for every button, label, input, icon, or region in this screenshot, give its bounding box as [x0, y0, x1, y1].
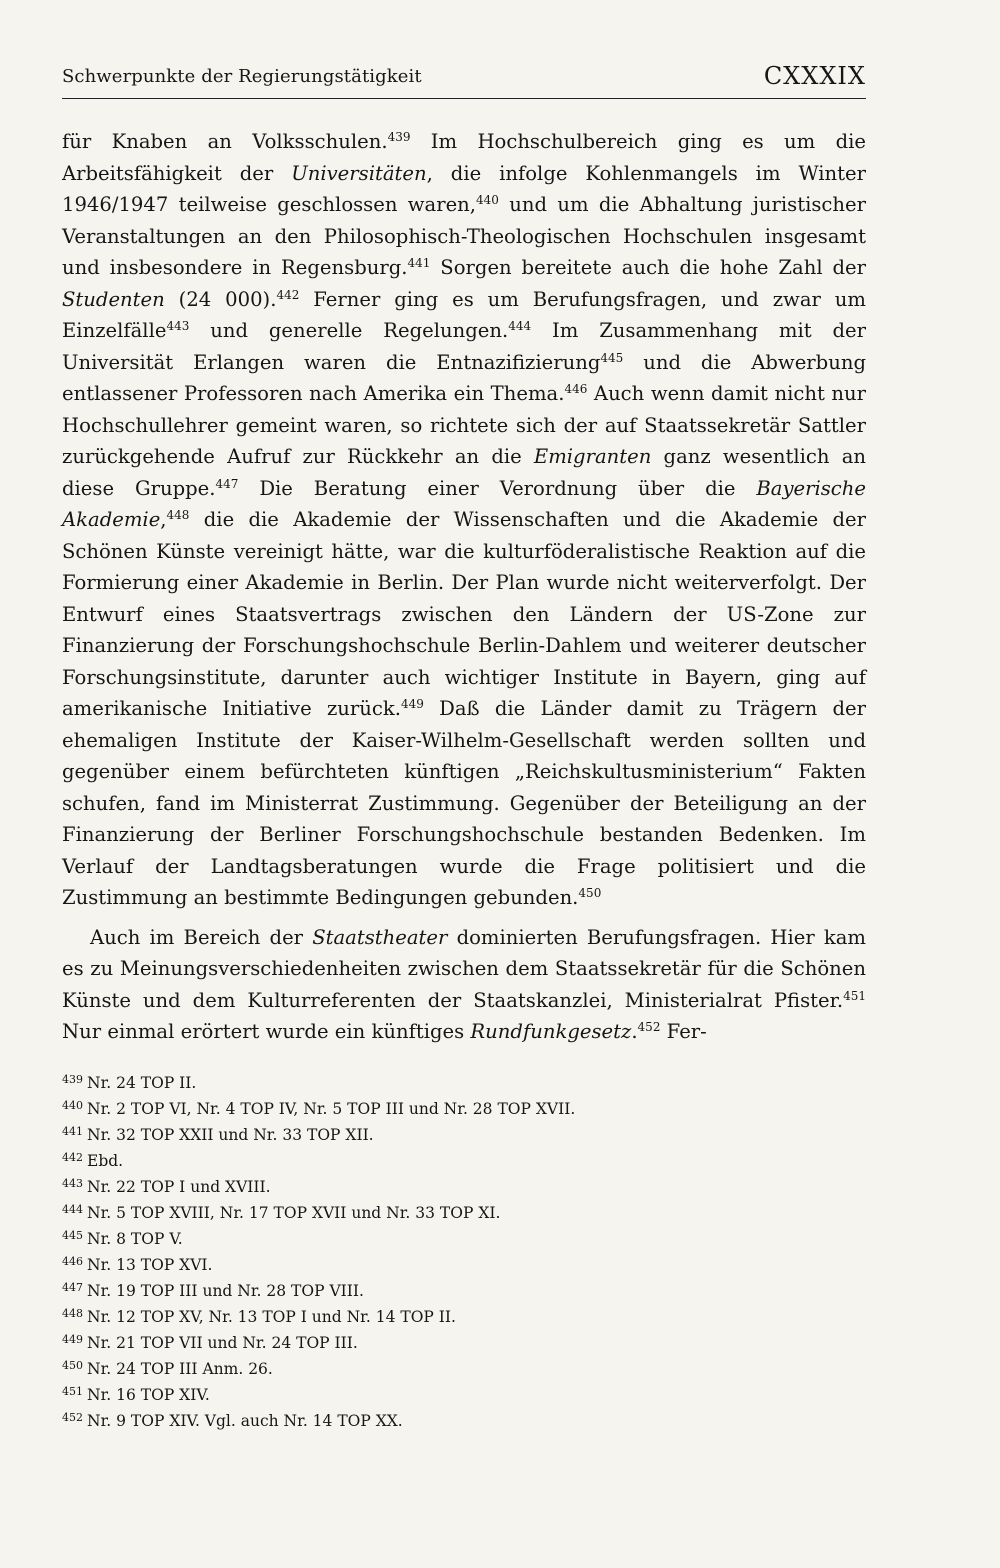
- footnote-item: [62, 1304, 866, 1330]
- paragraph-2: [62, 922, 866, 1048]
- text-run: Ferner ging es um Berufungsfragen, und zwar um Einzelfälle: [62, 287, 866, 342]
- footnote-ref: 452: [637, 1020, 661, 1034]
- footnote-text: Nr. 13 TOP XVI.: [87, 1256, 213, 1274]
- footnote-number: 449: [62, 1333, 83, 1346]
- footnote-ref: 451: [843, 988, 866, 1003]
- footnote-item: [62, 1122, 866, 1148]
- footnote-ref: 439: [387, 130, 411, 144]
- footnote-ref: 444: [508, 319, 532, 333]
- footnote-number: 447: [62, 1281, 83, 1294]
- footnote-item: [62, 1200, 866, 1226]
- footnote-number: 439: [62, 1073, 83, 1086]
- text-run: Im Hochschulbereich ging es um die Arbeitsfähigkeit der: [62, 130, 866, 185]
- italic-term: Rundfunkgesetz: [470, 1020, 632, 1043]
- footnote-text: Nr. 24 TOP II.: [87, 1074, 197, 1092]
- text-run: .: [631, 1020, 638, 1043]
- text-run: für Knaben an Volksschulen.: [62, 130, 388, 153]
- paragraph-1: [62, 126, 866, 914]
- text-run: ganz wesentlich an diese Gruppe.: [62, 445, 866, 500]
- text-run: Im Zusammenhang mit der Universität Erlangen waren die Entnazifizierung: [62, 319, 866, 374]
- footnote-text: Nr. 19 TOP III und Nr. 28 TOP VIII.: [87, 1282, 364, 1300]
- footnote-ref: 445: [600, 350, 624, 365]
- italic-term: Universitäten: [291, 161, 427, 185]
- footnote-item: [62, 1096, 866, 1122]
- text-run: Nur einmal erörtert wurde ein künftiges: [62, 1020, 471, 1043]
- text-run: die die Akademie der Wissenschaften und die Akademie der Schönen Künste vereinigt hätte, war die kulturföderalistische Reaktion auf die Formierung einer Akademie in Berlin. Der Plan wurde nicht weiterverfolgt. Der Entwurf eines Staatsvertrags zwischen den Ländern der US-Zone zur Finanzierung der Forschungshochschule Berlin-Dahlem und weiterer deutscher Forschungsinstitute, darunter auch wichtiger Institute in Bayern, ging auf amerikanische Initiative zurück.: [62, 508, 866, 720]
- footnote-item: [62, 1382, 866, 1408]
- footnote-item: [62, 1330, 866, 1356]
- footnote-text: Ebd.: [87, 1152, 124, 1170]
- footnote-item: [62, 1408, 866, 1434]
- text-run: Fer-: [660, 1020, 707, 1043]
- italic-term: Staatstheater: [312, 925, 448, 949]
- text-run: und um die Abhaltung juristischer Veranstaltungen an den Philosophisch-Theologischen Hochschulen insgesamt und insbesondere in Regensburg.: [62, 193, 866, 279]
- footnote-number: 445: [62, 1229, 83, 1242]
- footnote-ref: 450: [578, 886, 602, 900]
- text-run: Auch wenn damit nicht nur Hochschullehrer gemeint waren, so richtete sich der auf Staatssekretär Sattler zurückgehende Aufruf zur Rückkehr an die: [62, 382, 867, 468]
- footnote-ref: 447: [215, 476, 239, 491]
- italic-term: Studenten: [62, 287, 165, 311]
- footnote-number: 442: [62, 1151, 83, 1164]
- footnote-number: 444: [62, 1203, 83, 1216]
- text-run: Sorgen bereitete auch die hohe Zahl der: [430, 256, 866, 279]
- footnote-item: [62, 1252, 866, 1278]
- footnote-item: [62, 1226, 866, 1252]
- footnote-text: Nr. 8 TOP V.: [87, 1230, 183, 1248]
- page-header: [62, 60, 866, 99]
- footnote-number: 446: [62, 1255, 83, 1268]
- footnote-text: Nr. 21 TOP VII und Nr. 24 TOP III.: [87, 1334, 358, 1352]
- footnote-item: [62, 1070, 866, 1096]
- text-run: und die Abwerbung entlassener Professoren nach Amerika ein Thema.: [62, 350, 866, 405]
- book-page: [62, 0, 866, 1568]
- footnote-item: [62, 1356, 866, 1382]
- footnote-item: [62, 1278, 866, 1304]
- footnote-text: Nr. 5 TOP XVIII, Nr. 17 TOP XVII und Nr. 33 TOP XI.: [87, 1204, 501, 1222]
- footnote-number: 443: [62, 1177, 83, 1190]
- text-run: , die infolge Kohlenmangels im Winter 1946/1947 teilweise geschlossen waren,: [62, 161, 866, 216]
- footnotes: [62, 1070, 866, 1434]
- footnote-number: 440: [62, 1099, 83, 1112]
- footnote-number: 452: [62, 1411, 83, 1424]
- footnote-text: Nr. 9 TOP XIV. Vgl. auch Nr. 14 TOP XX.: [87, 1412, 403, 1430]
- footnote-ref: 440: [476, 193, 499, 207]
- footnote-ref: 442: [276, 287, 300, 302]
- footnote-ref: 443: [166, 319, 190, 333]
- page-number: CXXXIX: [763, 62, 866, 90]
- footnote-number: 450: [62, 1359, 83, 1372]
- footnote-text: Nr. 16 TOP XIV.: [87, 1386, 210, 1404]
- running-title: Schwerpunkte der Regierungstätigkeit: [62, 66, 422, 87]
- footnote-number: 441: [62, 1125, 83, 1138]
- text-run: ,: [160, 508, 167, 531]
- text-run: Auch im Bereich der: [90, 925, 313, 949]
- footnote-text: Nr. 2 TOP VI, Nr. 4 TOP IV, Nr. 5 TOP III und Nr. 28 TOP XVII.: [87, 1100, 576, 1118]
- footnote-text: Nr. 24 TOP III Anm. 26.: [87, 1360, 273, 1378]
- body-text: [62, 126, 866, 1048]
- footnote-ref: 449: [400, 697, 424, 711]
- footnote-item: [62, 1148, 866, 1174]
- text-run: Die Beratung einer Verordnung über die: [238, 476, 757, 500]
- footnote-ref: 448: [166, 508, 190, 522]
- text-run: und generelle Regelungen.: [189, 319, 509, 342]
- footnote-ref: 446: [564, 382, 588, 396]
- footnote-text: Nr. 32 TOP XXII und Nr. 33 TOP XII.: [87, 1126, 374, 1144]
- italic-term: Emigranten: [533, 445, 652, 468]
- footnote-ref: 441: [407, 256, 431, 270]
- footnote-text: Nr. 12 TOP XV, Nr. 13 TOP I und Nr. 14 TOP II.: [87, 1308, 456, 1326]
- footnote-number: 451: [62, 1385, 83, 1398]
- italic-term: Bayerische Akademie: [62, 476, 866, 531]
- text-run: (24 000).: [164, 287, 277, 311]
- text-run: Daß die Länder damit zu Trägern der ehemaligen Institute der Kaiser-Wilhelm-Gesellschaft werden sollten und gegenüber einem befürchteten künftigen „Reichskultusministerium“ Fakten schufen, fand im Ministerrat Zustimmung. Gegenüber der Beteiligung an der Finanzierung der Berliner Forschungshochschule bestanden Bedenken. Im Verlauf der Landtagsberatungen wurde die Frage politisiert und die Zustimmung an bestimmte Bedingungen gebunden.: [62, 697, 866, 909]
- footnote-text: Nr. 22 TOP I und XVIII.: [87, 1178, 271, 1196]
- text-run: dominierten Berufungsfragen. Hier kam es zu Meinungsverschiedenheiten zwischen dem Staatssekretär für die Schönen Künste und dem Kulturreferenten der Staatskanzlei, Ministerialrat Pfister.: [62, 925, 866, 1012]
- footnote-number: 448: [62, 1307, 83, 1320]
- footnote-item: [62, 1174, 866, 1200]
